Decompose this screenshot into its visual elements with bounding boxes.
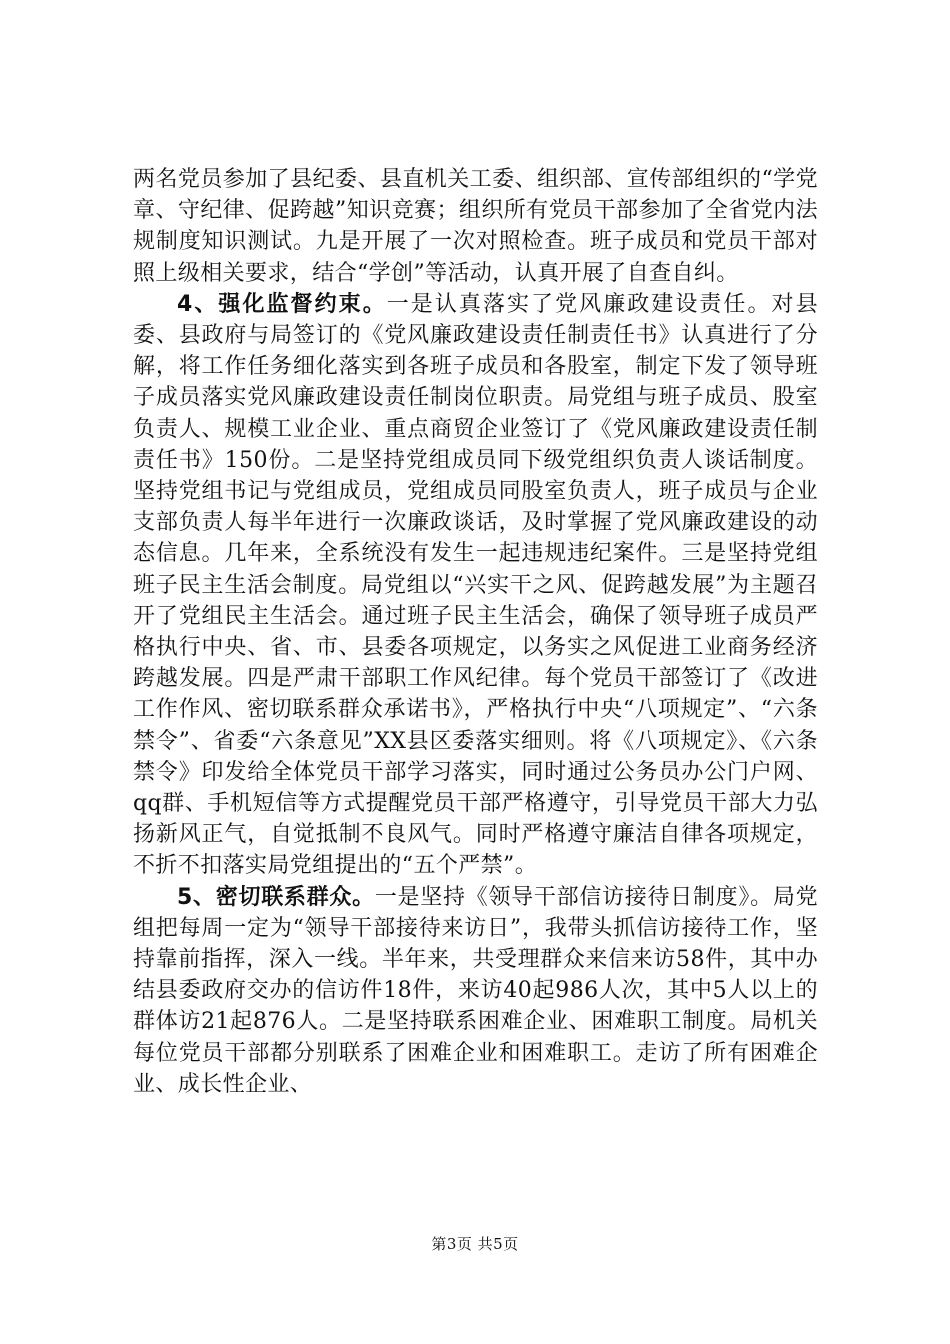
- section-4-heading: 4、强化监督约束。: [177, 291, 387, 317]
- section-4-paragraph: [133, 289, 818, 882]
- section-4-body: 一是认真落实了党风廉政建设责任。对县委、县政府与局签订的《党风廉政建设责任制责任书》认真进行了分解，将工作任务细化落实到各班子成员和各股室，制定下发了领导班子成员落实党风廉政建设责任制岗位职责。局党组与班子成员、股室负责人、规模工业企业、重点商贸企业签订了《党风廉政建设责任制责任书》150份。二是坚持党组成员同下级党组织负责人谈话制度。坚持党组书记与党组成员，党组成员同股室负责人，班子成员与企业支部负责人每半年进行一次廉政谈话，及时掌握了党风廉政建设的动态信息。几年来，全系统没有发生一起违规违纪案件。三是坚持党组班子民主生活会制度。局党组以“兴实干之风、促跨越发展”为主题召开了党组民主生活会。通过班子民主生活会，确保了领导班子成员严格执行中央、省、市、县委各项规定，以务实之风促进工业商务经济跨越发展。四是严肃干部职工作风纪律。每个党员干部签订了《改进工作作风、密切联系群众承诺书》，严格执行中央“八项规定”、“六条禁令”、省委“六条意见”XX县区委落实细则。将《八项规定》、《六条禁令》印发给全体党员干部学习落实，同时通过公务员办公门户网、qq群、手机短信等方式提醒党员干部严格遵守，引导党员干部大力弘扬新风正气，自觉抵制不良风气。同时严格遵守廉洁自律各项规定，不折不扣落实局党组提出的“五个严禁”。: [133, 291, 818, 879]
- page-footer: 第3页 共5页: [431, 1235, 519, 1253]
- document-body: [133, 164, 818, 1100]
- section-5-paragraph: [133, 882, 818, 1100]
- paragraph-1: 两名党员参加了县纪委、县直机关工委、组织部、宣传部组织的“学党章、守纪律、促跨越”知识竞赛；组织所有党员干部参加了全省党内法规制度知识测试。九是开展了一次对照检查。班子成员和党员干部对照上级相关要求，结合“学创”等活动，认真开展了自查自纠。: [133, 167, 818, 286]
- section-5-body: 一是坚持《领导干部信访接待日制度》。局党组把每周一定为“领导干部接待来访日”，我带头抓信访接待工作，坚持靠前指挥，深入一线。半年来，共受理群众来信来访58件，其中办结县委政府交办的信访件18件，来访40起986人次，其中5人以上的群体访21起876人。二是坚持联系困难企业、困难职工制度。局机关每位党员干部都分别联系了困难企业和困难职工。走访了所有困难企业、成长性企业、: [133, 884, 818, 1097]
- section-5-heading: 5、密切联系群众。: [177, 884, 375, 910]
